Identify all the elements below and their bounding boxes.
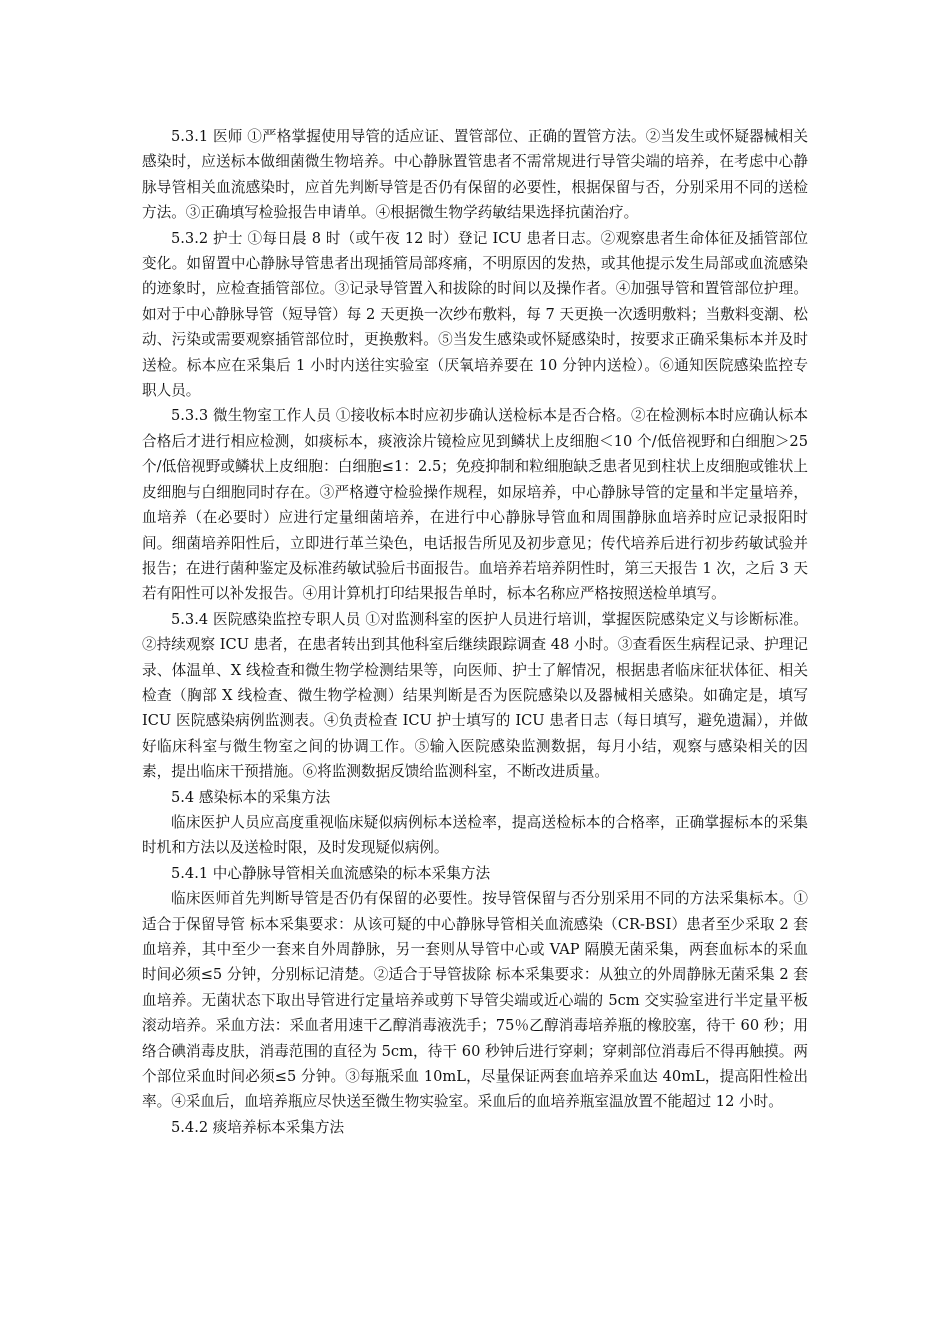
document-body <box>142 124 808 1140</box>
section-heading-5-4: 5.4 感染标本的采集方法 <box>171 788 331 806</box>
paragraph-5-4-1: 临床医师首先判断导管是否仍有保留的必要性。按导管保留与否分别采用不同的方法采集标本。①适合于保留导管 标本采集要求：从该可疑的中心静脉导管相关血流感染（CR-BSI）患者至少采取 2 套血培养，其中至少一套来自外周静脉，另一套则从导管中心或 VAP 隔膜无菌采集，两套血标本的采血时间必须≤5 分钟，分别标记清楚。②适合于导管拔除 标本采集要求：从独立的外周静脉无菌采集 2 套血培养。无菌状态下取出导管进行定量培养或剪下导管尖端或近心端的 5cm 交实验室进行半定量平板滚动培养。采血方法：采血者用速干乙醇消毒液洗手；75％乙醇消毒培养瓶的橡胶塞，待干 60 秒；用络合碘消毒皮肤，消毒范围的直径为 5cm，待干 60 秒钟后进行穿刺；穿刺部位消毒后不得再触摸。两个部位采血时间必须≤5 分钟。③每瓶采血 10mL，尽量保证两套血培养采血达 40mL，提高阳性检出率。④采血后，血培养瓶应尽快送至微生物实验室。采血后的血培养瓶室温放置不能超过 12 小时。 <box>142 890 808 1111</box>
section-heading-5-4-2: 5.4.2 痰培养标本采集方法 <box>171 1118 345 1136</box>
paragraph-5-4-intro: 临床医护人员应高度重视临床疑似病例标本送检率，提高送检标本的合格率，正确掌握标本的采集时机和方法以及送检时限，及时发现疑似病例。 <box>142 813 808 857</box>
section-heading-5-4-1: 5.4.1 中心静脉导管相关血流感染的标本采集方法 <box>171 864 491 882</box>
paragraph-5-3-4: 5.3.4 医院感染监控专职人员 ①对监测科室的医护人员进行培训，掌握医院感染定义与诊断标准。②持续观察 ICU 患者，在患者转出到其他科室后继续跟踪调查 48 小时。③查看医生病程记录、护理记录、体温单、X 线检查和微生物学检测结果等，向医师、护士了解情况，根据患者临床征状体征、相关检查（胸部 X 线检查、微生物学检测）结果判断是否为医院感染以及器械相关感染。如确定是，填写 ICU 医院感染病例监测表。④负责检查 ICU 护士填写的 ICU 患者日志（每日填写，避免遗漏），并做好临床科室与微生物室之间的协调工作。⑤输入医院感染监测数据，每月小结，观察与感染相关的因素，提出临床干预措施。⑥将监测数据反馈给监测科室，不断改进质量。 <box>142 610 808 781</box>
paragraph-5-3-1: 5.3.1 医师 ①严格掌握使用导管的适应证、置管部位、正确的置管方法。②当发生或怀疑器械相关感染时，应送标本做细菌微生物培养。中心静脉置管患者不需常规进行导管尖端的培养，在考虑中心静脉导管相关血流感染时，应首先判断导管是否仍有保留的必要性，根据保留与否，分别采用不同的送检方法。③正确填写检验报告申请单。④根据微生物学药敏结果选择抗菌治疗。 <box>142 128 808 222</box>
paragraph-5-3-3: 5.3.3 微生物室工作人员 ①接收标本时应初步确认送检标本是否合格。②在检测标本时应确认标本合格后才进行相应检测，如痰标本，痰液涂片镜检应见到鳞状上皮细胞＜10 个/低倍视野和白细胞＞25 个/低倍视野或鳞状上皮细胞：白细胞≤1：2.5；免疫抑制和粒细胞缺乏患者见到柱状上皮细胞或锥状上皮细胞与白细胞同时存在。③严格遵守检验操作规程，如尿培养，中心静脉导管的定量和半定量培养，血培养（在必要时）应进行定量细菌培养，在进行中心静脉导管血和周围静脉血培养时应记录报阳时间。细菌培养阳性后，立即进行革兰染色，电话报告所见及初步意见；传代培养后进行初步药敏试验并报告；在进行菌种鉴定及标准药敏试验后书面报告。血培养若培养阴性时，第三天报告 1 次，之后 3 天若有阳性可以补发报告。④用计算机打印结果报告单时，标本名称应严格按照送检单填写。 <box>142 407 808 603</box>
paragraph-5-3-2: 5.3.2 护士 ①每日晨 8 时（或午夜 12 时）登记 ICU 患者日志。②观察患者生命体征及插管部位变化。如留置中心静脉导管患者出现插管局部疼痛，不明原因的发热，或其他提示发生局部或血流感染的迹象时，应检查插管部位。③记录导管置入和拔除的时间以及操作者。④加强导管和置管部位护理。如对于中心静脉导管（短导管）每 2 天更换一次纱布敷料，每 7 天更换一次透明敷料；当敷料变潮、松动、污染或需要观察插管部位时，更换敷料。⑤当发生感染或怀疑感染时，按要求正确采集标本并及时送检。标本应在采集后 1 小时内送往实验室（厌氧培养要在 10 分钟内送检）。⑥通知医院感染监控专职人员。 <box>142 229 808 400</box>
